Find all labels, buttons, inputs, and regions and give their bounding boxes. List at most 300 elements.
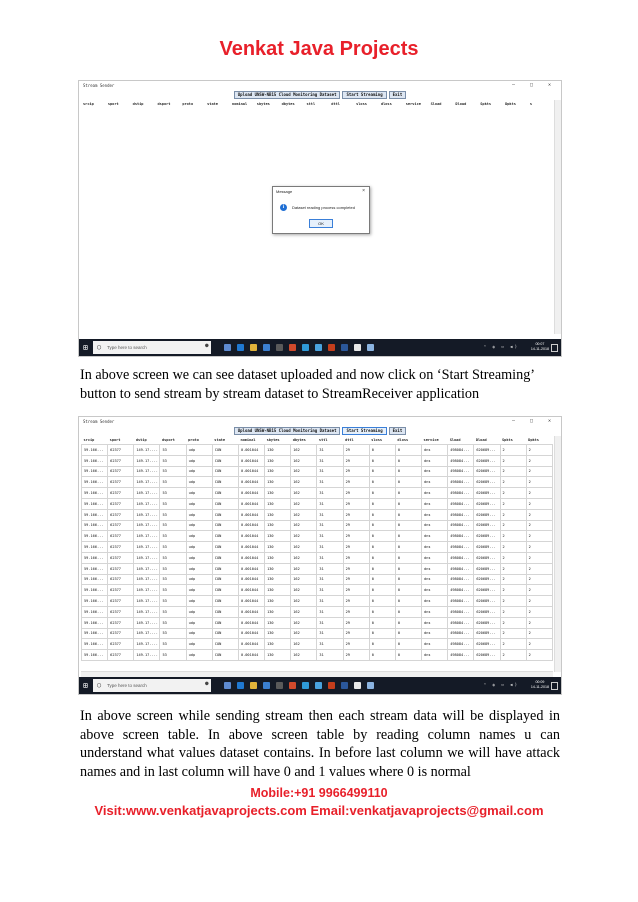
upload-dataset-button[interactable]: Upload UNSW-NB15 Cloud Monitoring Dataset — [234, 427, 341, 435]
table-cell: 130 — [265, 542, 291, 553]
task-view-icon[interactable] — [224, 682, 231, 689]
column-header-dbytes: dbytes — [292, 438, 306, 442]
chrome-icon[interactable] — [302, 682, 309, 689]
table-row[interactable] — [82, 445, 553, 456]
column-header-spkts: Spkts — [502, 438, 513, 442]
table-cell: 130 — [265, 596, 291, 607]
table-cell: 2 — [500, 606, 526, 617]
table-cell: 59.166... — [82, 542, 108, 553]
table-cell: 31 — [317, 628, 343, 639]
table-cell: 149.17.... — [134, 488, 160, 499]
table-cell: udp — [186, 628, 212, 639]
table-cell: 29 — [343, 488, 369, 499]
table-cell: CON — [212, 488, 238, 499]
table-cell: 59.166... — [82, 477, 108, 488]
taskbar-search-box[interactable] — [93, 341, 211, 354]
table-cell: CON — [212, 542, 238, 553]
store-icon[interactable] — [263, 682, 270, 689]
table-row[interactable] — [82, 574, 553, 585]
vertical-scrollbar[interactable] — [554, 100, 561, 334]
column-header-nominal: nominal — [231, 102, 248, 106]
store-icon[interactable] — [263, 344, 270, 351]
table-cell: 31 — [317, 563, 343, 574]
table-cell: 130 — [265, 552, 291, 563]
java-app-icon[interactable] — [367, 682, 374, 689]
table-cell: 53 — [160, 520, 186, 531]
table-cell: 29 — [343, 455, 369, 466]
table-cell: 53 — [160, 542, 186, 553]
table-row[interactable] — [82, 639, 553, 650]
table-cell: 620689... — [474, 542, 500, 553]
table-cell: udp — [186, 639, 212, 650]
table-row[interactable] — [82, 498, 553, 509]
table-cell: 31 — [317, 606, 343, 617]
table-cell: dns — [422, 466, 448, 477]
column-header-dttl: dttl — [345, 438, 354, 442]
table-cell: 0.001044 — [238, 606, 264, 617]
table-cell: 130 — [265, 563, 291, 574]
system-tray-icons[interactable]: ⌃ ◍ ▭ ◀) — [483, 344, 519, 349]
table-cell: 29 — [343, 628, 369, 639]
taskbar-clock[interactable] — [531, 680, 549, 690]
table-cell: 620689... — [474, 606, 500, 617]
table-cell: 498084... — [448, 466, 474, 477]
table-cell: 620689... — [474, 628, 500, 639]
column-header-state: state — [207, 102, 218, 106]
table-cell: 498084... — [448, 531, 474, 542]
table-cell: 53 — [160, 466, 186, 477]
table-cell: 29 — [343, 606, 369, 617]
window-controls[interactable]: – □ ✕ — [511, 418, 557, 424]
table-cell: 62377 — [108, 596, 134, 607]
window-title: Stream Sender — [83, 83, 115, 88]
file-explorer-icon[interactable] — [250, 682, 257, 689]
table-cell: CON — [212, 628, 238, 639]
table-cell: 498084... — [448, 596, 474, 607]
column-header-dpkts: Dpkts — [505, 102, 516, 106]
table-cell: 2 — [526, 542, 552, 553]
table-cell: 620689... — [474, 639, 500, 650]
table-cell: dns — [422, 520, 448, 531]
notepad-icon[interactable] — [354, 682, 361, 689]
table-cell: dns — [422, 596, 448, 607]
table-cell: 620689... — [474, 498, 500, 509]
table-cell: dns — [422, 628, 448, 639]
table-cell: 29 — [343, 498, 369, 509]
clock-time: 00:07 — [535, 342, 545, 346]
edge-browser-icon[interactable] — [237, 682, 244, 689]
table-cell: 162 — [291, 488, 317, 499]
table-cell: 2 — [526, 639, 552, 650]
table-cell: 0 — [369, 455, 395, 466]
table-cell: 498084... — [448, 542, 474, 553]
table-cell: 0.001044 — [238, 542, 264, 553]
table-cell: 2 — [526, 585, 552, 596]
table-cell: udp — [186, 445, 212, 456]
table-cell: 149.17.... — [134, 445, 160, 456]
table-cell: CON — [212, 650, 238, 661]
table-cell: CON — [212, 617, 238, 628]
table-row[interactable] — [82, 585, 553, 596]
windows-start-icon[interactable]: ⊞ — [83, 343, 88, 352]
table-cell: 0 — [395, 585, 421, 596]
footer-contact: Visit:www.venkatjavaprojects.com Email:venkatjavaprojects@gmail.com — [94, 803, 544, 818]
table-cell: 53 — [160, 563, 186, 574]
table-cell: 2 — [500, 477, 526, 488]
table-cell: CON — [212, 639, 238, 650]
table-cell: 2 — [526, 531, 552, 542]
table-row[interactable] — [82, 596, 553, 607]
table-cell: 162 — [291, 509, 317, 520]
table-cell: CON — [212, 552, 238, 563]
column-header-dsport: dsport — [161, 438, 175, 442]
table-cell: 0 — [395, 542, 421, 553]
table-row[interactable] — [82, 488, 553, 499]
table-cell: 2 — [500, 498, 526, 509]
exit-button[interactable]: Exit — [389, 427, 407, 435]
column-header-spkts: Spkts — [480, 102, 492, 106]
table-cell: 162 — [291, 606, 317, 617]
table-cell: 498084... — [448, 585, 474, 596]
table-cell: 0 — [395, 639, 421, 650]
table-cell: 0 — [395, 509, 421, 520]
column-header-nominal: nominal — [240, 438, 256, 442]
table-cell: udp — [186, 455, 212, 466]
vertical-scrollbar[interactable] — [554, 436, 561, 672]
table-cell: 0 — [369, 531, 395, 542]
upload-dataset-button[interactable]: Upload UNSW-NB15 Cloud Monitoring Dataset — [234, 91, 341, 99]
table-cell: 62377 — [108, 520, 134, 531]
table-cell: 53 — [160, 477, 186, 488]
table-cell: 2 — [500, 552, 526, 563]
table-cell: 498084... — [448, 574, 474, 585]
table-row[interactable] — [82, 520, 553, 531]
table-cell: 0.001044 — [238, 563, 264, 574]
table-cell: 162 — [291, 639, 317, 650]
table-cell: 59.166... — [82, 445, 108, 456]
table-cell: 2 — [526, 563, 552, 574]
ok-button[interactable]: OK — [309, 219, 333, 228]
table-cell: 59.166... — [82, 455, 108, 466]
table-cell: 59.166... — [82, 606, 108, 617]
table-cell: CON — [212, 520, 238, 531]
table-cell: udp — [186, 650, 212, 661]
table-cell: 620689... — [474, 488, 500, 499]
powerpoint-icon[interactable] — [328, 344, 335, 351]
table-cell: 53 — [160, 585, 186, 596]
table-cell: 31 — [317, 585, 343, 596]
table-cell: 31 — [317, 509, 343, 520]
table-cell: 498084... — [448, 488, 474, 499]
column-header-sttl: sttl — [318, 438, 328, 442]
table-cell: 0 — [395, 488, 421, 499]
table-cell: 53 — [160, 552, 186, 563]
column-header-srcip: srcip — [83, 102, 94, 106]
table-cell: 29 — [343, 477, 369, 488]
table-cell: 149.17.... — [134, 628, 160, 639]
stream-table — [81, 436, 553, 661]
table-cell: 53 — [160, 455, 186, 466]
message-dialog — [272, 186, 370, 234]
table-row[interactable] — [82, 606, 553, 617]
table-cell: 2 — [526, 574, 552, 585]
word-icon[interactable] — [341, 682, 348, 689]
table-cell: udp — [186, 520, 212, 531]
table-cell: 0 — [395, 445, 421, 456]
column-header-sload: Sload — [430, 102, 442, 106]
exit-button[interactable]: Exit — [389, 91, 407, 99]
table-cell: 31 — [317, 477, 343, 488]
table-cell: 149.17.... — [134, 606, 160, 617]
column-header-srcip: srcip — [83, 438, 95, 442]
column-header-sttl: sttl — [306, 102, 316, 106]
file-explorer-icon[interactable] — [250, 344, 257, 351]
table-cell: 29 — [343, 509, 369, 520]
table-cell: 0 — [369, 542, 395, 553]
table-cell: 2 — [526, 477, 552, 488]
table-cell: 620689... — [474, 466, 500, 477]
column-header-service: service — [405, 102, 421, 106]
table-row[interactable] — [82, 477, 553, 488]
table-cell: 0.001044 — [238, 617, 264, 628]
table-cell: 620689... — [474, 563, 500, 574]
table-cell: 498084... — [448, 498, 474, 509]
table-cell: 149.17.... — [134, 552, 160, 563]
table-cell: 2 — [526, 617, 552, 628]
table-cell: 0.001044 — [238, 552, 264, 563]
notification-icon[interactable] — [551, 344, 558, 352]
table-cell: dns — [422, 574, 448, 585]
table-cell: 498084... — [448, 617, 474, 628]
microphone-icon[interactable]: ● — [205, 680, 209, 687]
table-cell: 162 — [291, 477, 317, 488]
taskbar-clock[interactable] — [531, 342, 549, 352]
table-cell: 620689... — [474, 596, 500, 607]
table-cell: udp — [186, 477, 212, 488]
button-bar — [79, 90, 561, 100]
stream-table-empty — [81, 100, 553, 108]
table-cell: 0 — [369, 628, 395, 639]
table-cell: 53 — [160, 639, 186, 650]
table-cell: udp — [186, 509, 212, 520]
app-icon[interactable] — [315, 682, 322, 689]
table-cell: 0.001044 — [238, 477, 264, 488]
table-cell: 130 — [265, 650, 291, 661]
table-cell: 498084... — [448, 445, 474, 456]
table-cell: 62377 — [108, 477, 134, 488]
app-icon[interactable] — [315, 344, 322, 351]
table-cell: 62377 — [108, 552, 134, 563]
info-icon: i — [280, 204, 287, 211]
table-cell: 149.17.... — [134, 509, 160, 520]
table-cell: dns — [422, 617, 448, 628]
table-cell: CON — [212, 596, 238, 607]
table-cell: 2 — [500, 585, 526, 596]
powerpoint-icon[interactable] — [328, 682, 335, 689]
column-header-dloss: dloss — [380, 102, 392, 106]
column-header-sload: Sload — [449, 438, 461, 442]
table-cell: 0 — [369, 617, 395, 628]
table-row[interactable] — [82, 466, 553, 477]
table-cell: 62377 — [108, 606, 134, 617]
table-row[interactable] — [82, 650, 553, 661]
table-cell: 162 — [291, 585, 317, 596]
table-cell: 0.001044 — [238, 650, 264, 661]
table-row[interactable] — [82, 455, 553, 466]
table-cell: 0.001044 — [238, 488, 264, 499]
table-cell: CON — [212, 509, 238, 520]
table-cell: 620689... — [474, 650, 500, 661]
system-tray-icons[interactable]: ⌃ ◍ ▭ ◀) — [483, 682, 519, 687]
table-cell: CON — [212, 606, 238, 617]
table-cell: udp — [186, 531, 212, 542]
task-view-icon[interactable] — [224, 344, 231, 351]
table-cell: 149.17.... — [134, 477, 160, 488]
word-icon[interactable] — [341, 344, 348, 351]
media-icon[interactable] — [289, 682, 296, 689]
mail-icon[interactable] — [276, 682, 283, 689]
table-cell: 0 — [369, 477, 395, 488]
table-cell: 0 — [395, 466, 421, 477]
table-cell: dns — [422, 606, 448, 617]
table-cell: 498084... — [448, 455, 474, 466]
table-cell: 162 — [291, 617, 317, 628]
table-cell: dns — [422, 563, 448, 574]
table-cell: dns — [422, 639, 448, 650]
table-cell: dns — [422, 531, 448, 542]
table-cell: 130 — [265, 617, 291, 628]
table-cell: CON — [212, 563, 238, 574]
table-cell: 31 — [317, 531, 343, 542]
table-cell: 0 — [369, 585, 395, 596]
windows-start-icon[interactable]: ⊞ — [83, 681, 88, 690]
table-cell: 0 — [369, 498, 395, 509]
table-cell: udp — [186, 617, 212, 628]
notepad-icon[interactable] — [354, 344, 361, 351]
table-cell: 53 — [160, 628, 186, 639]
table-cell: 162 — [291, 542, 317, 553]
table-cell: 149.17.... — [134, 466, 160, 477]
table-cell: udp — [186, 466, 212, 477]
screenshot-dataset-uploaded — [78, 80, 562, 357]
media-icon[interactable] — [289, 344, 296, 351]
table-cell: 59.166... — [82, 509, 108, 520]
table-cell: dns — [422, 445, 448, 456]
table-cell: 29 — [343, 466, 369, 477]
column-header-proto: proto — [182, 102, 194, 106]
table-cell: 2 — [500, 455, 526, 466]
table-cell: 53 — [160, 498, 186, 509]
table-cell: 31 — [317, 498, 343, 509]
edge-browser-icon[interactable] — [237, 344, 244, 351]
table-cell: udp — [186, 585, 212, 596]
table-row[interactable] — [82, 552, 553, 563]
table-cell: 53 — [160, 445, 186, 456]
table-cell: 59.166... — [82, 466, 108, 477]
window-controls[interactable]: – □ ✕ — [511, 82, 557, 88]
table-cell: udp — [186, 574, 212, 585]
window-titlebar — [79, 81, 561, 90]
table-cell: 53 — [160, 606, 186, 617]
table-cell: 0 — [395, 520, 421, 531]
start-streaming-button[interactable]: Start Streaming — [342, 427, 386, 435]
table-cell: dns — [422, 498, 448, 509]
table-cell: 62377 — [108, 445, 134, 456]
taskbar-search-box[interactable] — [93, 679, 211, 692]
java-app-icon[interactable] — [367, 344, 374, 351]
table-cell: 0 — [369, 466, 395, 477]
search-icon: ○ — [97, 681, 102, 689]
table-cell: 2 — [526, 509, 552, 520]
table-cell: 162 — [291, 445, 317, 456]
clock-date: 14-11-2018 — [530, 347, 549, 351]
table-row[interactable] — [82, 509, 553, 520]
table-cell: 620689... — [474, 520, 500, 531]
table-cell: 162 — [291, 455, 317, 466]
table-cell: 620689... — [474, 552, 500, 563]
table-cell: 53 — [160, 509, 186, 520]
column-header-dsport: dsport — [157, 102, 171, 106]
table-cell: CON — [212, 466, 238, 477]
table-cell: udp — [186, 563, 212, 574]
table-cell: 29 — [343, 639, 369, 650]
table-cell: 149.17.... — [134, 617, 160, 628]
column-header-dbytes: dbytes — [281, 102, 295, 106]
start-streaming-button[interactable]: Start Streaming — [342, 91, 386, 99]
table-cell: 2 — [526, 606, 552, 617]
table-cell: 62377 — [108, 509, 134, 520]
table-cell: 53 — [160, 596, 186, 607]
table-row[interactable] — [82, 617, 553, 628]
screenshot-streaming — [78, 416, 562, 695]
table-cell: 620689... — [474, 455, 500, 466]
table-cell: 130 — [265, 445, 291, 456]
table-cell: 31 — [317, 488, 343, 499]
table-cell: 0.001044 — [238, 498, 264, 509]
table-cell: 162 — [291, 552, 317, 563]
table-cell: 0 — [395, 552, 421, 563]
table-cell: 59.166... — [82, 585, 108, 596]
table-cell: 130 — [265, 520, 291, 531]
table-cell: CON — [212, 455, 238, 466]
column-header-dload: Dload — [475, 438, 487, 442]
table-row[interactable] — [82, 563, 553, 574]
table-cell: 62377 — [108, 650, 134, 661]
table-cell: 0 — [395, 650, 421, 661]
table-cell: 0.001044 — [238, 455, 264, 466]
table-cell: 59.166... — [82, 650, 108, 661]
table-row[interactable] — [82, 531, 553, 542]
table-cell: 53 — [160, 617, 186, 628]
table-cell: CON — [212, 477, 238, 488]
microphone-icon[interactable]: ● — [205, 342, 209, 349]
mail-icon[interactable] — [276, 344, 283, 351]
close-icon[interactable]: × — [362, 188, 365, 194]
search-placeholder: Type here to search — [107, 683, 147, 688]
table-cell: 498084... — [448, 509, 474, 520]
table-cell: 62377 — [108, 455, 134, 466]
table-cell: 0.001044 — [238, 445, 264, 456]
table-row[interactable] — [82, 542, 553, 553]
chrome-icon[interactable] — [302, 344, 309, 351]
table-row[interactable] — [82, 628, 553, 639]
table-cell: 149.17.... — [134, 574, 160, 585]
table-cell: 498084... — [448, 639, 474, 650]
table-cell: 0.001044 — [238, 509, 264, 520]
table-cell: 0 — [369, 650, 395, 661]
notification-icon[interactable] — [551, 682, 558, 690]
column-header-dload: Dload — [455, 102, 467, 106]
